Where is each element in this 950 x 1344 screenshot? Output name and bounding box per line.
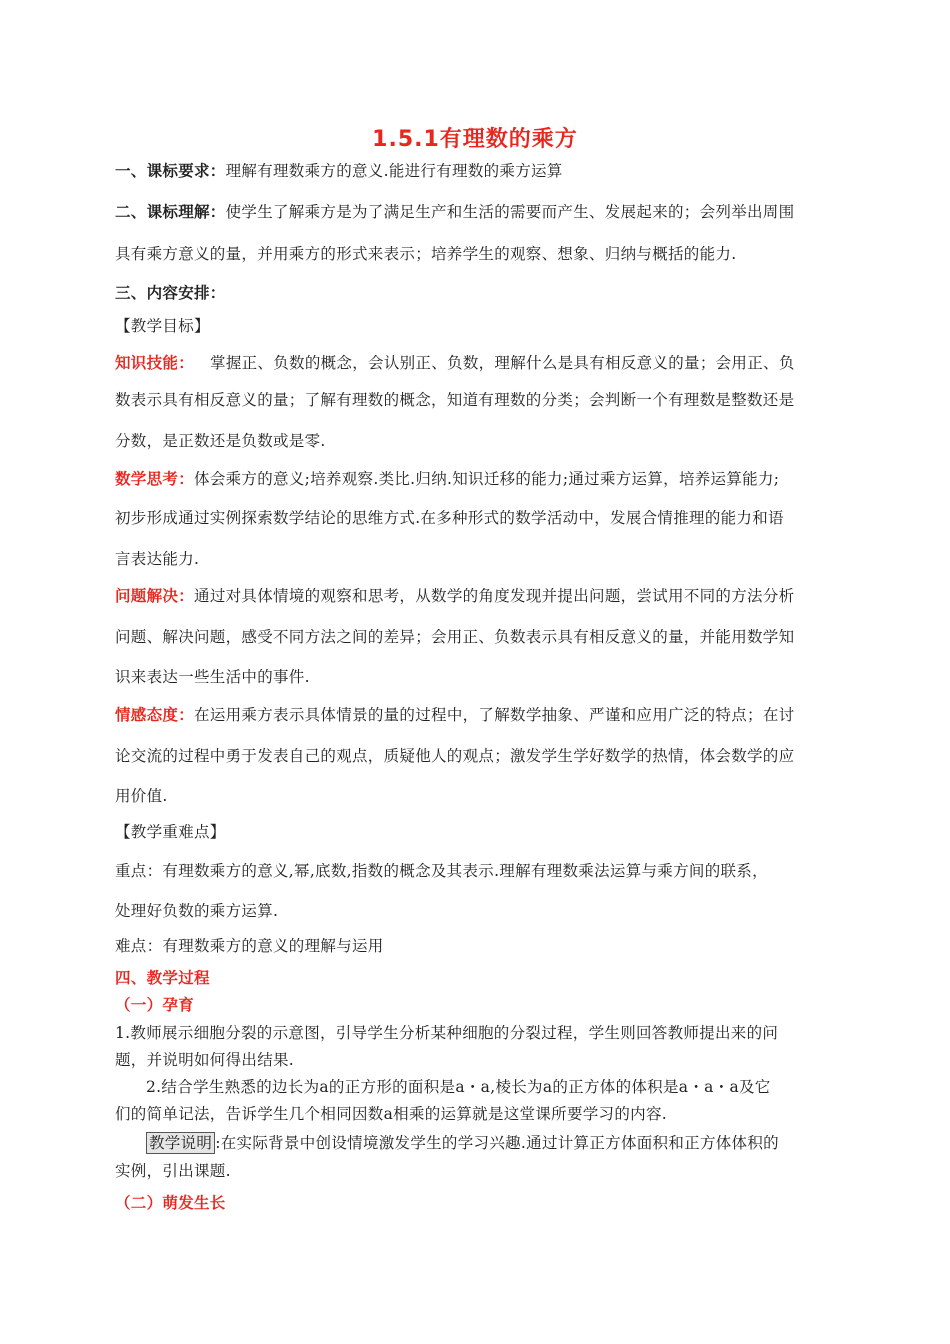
text-line: 具有乘方意义的量，并用乘方的形式来表示；培养学生的观察、想象、归纳与概括的能力. bbox=[115, 245, 737, 263]
goal-text: 掌握正、负数的概念，会认别正、负数，理解什么是具有相反意义的量；会用正、负 bbox=[210, 354, 795, 372]
text-line: 分数，是正数还是负数或是零. bbox=[115, 432, 326, 450]
teaching-note bbox=[146, 1132, 845, 1154]
text-line: 题，并说明如何得出结果. bbox=[115, 1051, 295, 1069]
goal-label: 数学思考： bbox=[115, 470, 195, 488]
subsection-heading-2: （二）萌发生长 bbox=[115, 1194, 226, 1212]
goal-math-thinking bbox=[115, 468, 845, 490]
goal-label: 情感态度： bbox=[115, 706, 195, 724]
process-item-2: 2.结合学生熟悉的边长为a的正方形的面积是a・a,棱长为a的正方体的体积是a・a・a及它 bbox=[146, 1078, 771, 1096]
section-teaching-process: 四、教学过程 bbox=[115, 969, 210, 987]
text-line: 们的简单记法，告诉学生几个相同因数a相乘的运算就是这堂课所要学习的内容. bbox=[115, 1105, 667, 1123]
section-content-arrangement: 三、内容安排： bbox=[115, 284, 226, 302]
teaching-note-label: 教学说明 bbox=[146, 1132, 215, 1154]
goal-emotion-attitude bbox=[115, 704, 845, 726]
goal-knowledge-skills bbox=[115, 352, 845, 374]
goal-label: 问题解决： bbox=[115, 587, 195, 605]
goal-text: 在运用乘方表示具体情景的量的过程中，了解数学抽象、严谨和应用广泛的特点；在讨 bbox=[194, 706, 795, 724]
text-line: 处理好负数的乘方运算. bbox=[115, 902, 279, 920]
difficult-point-line: 难点：有理数乘方的意义的理解与运用 bbox=[115, 937, 384, 955]
text-line: 言表达能力. bbox=[115, 550, 200, 568]
process-item-1: 1.教师展示细胞分裂的示意图，引导学生分析某种细胞的分裂过程，学生则回答教师提出来的问 bbox=[115, 1024, 779, 1042]
section-curriculum-requirement bbox=[115, 160, 845, 182]
text-line: 论交流的过程中勇于发表自己的观点，质疑他人的观点；激发学生学好数学的热情，体会数学的应 bbox=[115, 747, 795, 765]
goal-problem-solving bbox=[115, 585, 845, 607]
text-line: 识来表达一些生活中的事件. bbox=[115, 668, 310, 686]
text-line: 数表示具有相反意义的量；了解有理数的概念，知道有理数的分类；会判断一个有理数是整数还是 bbox=[115, 391, 795, 409]
goal-text: 通过对具体情境的观察和思考，从数学的角度发现并提出问题，尝试用不同的方法分析 bbox=[194, 587, 795, 605]
section-text: 理解有理数乘方的意义.能进行有理数的乘方运算 bbox=[225, 162, 563, 180]
key-point-line: 重点：有理数乘方的意义,幂,底数,指数的概念及其表示.理解有理数乘法运算与乘方间的联系， bbox=[115, 862, 768, 880]
text-line: 实例，引出课题. bbox=[115, 1162, 231, 1180]
section-label: 二、课标理解： bbox=[115, 203, 226, 221]
heading-key-points: 【教学重难点】 bbox=[115, 823, 226, 841]
heading-teaching-goals: 【教学目标】 bbox=[115, 317, 210, 335]
section-label: 一、课标要求： bbox=[115, 162, 226, 180]
text-line: 用价值. bbox=[115, 787, 168, 805]
teaching-note-text: :在实际背景中创设情境激发学生的学习兴趣.通过计算正方体面积和正方体体积的 bbox=[215, 1134, 779, 1152]
text-line: 问题、解决问题，感受不同方法之间的差异；会用正、负数表示具有相反意义的量，并能用数学知 bbox=[115, 628, 795, 646]
document-title: 1.5.1有理数的乘方 bbox=[372, 127, 578, 152]
text-line: 初步形成通过实例探索数学结论的思维方式.在多种形式的数学活动中，发展合情推理的能力和语 bbox=[115, 509, 784, 527]
section-curriculum-understanding bbox=[115, 201, 845, 223]
subsection-heading-1: （一）孕育 bbox=[115, 996, 195, 1014]
goal-text: 体会乘方的意义;培养观察.类比.归纳.知识迁移的能力;通过乘方运算，培养运算能力; bbox=[194, 470, 780, 488]
section-text: 使学生了解乘方是为了满足生产和生活的需要而产生、发展起来的；会列举出周围 bbox=[225, 203, 795, 221]
goal-label: 知识技能： bbox=[115, 354, 195, 372]
